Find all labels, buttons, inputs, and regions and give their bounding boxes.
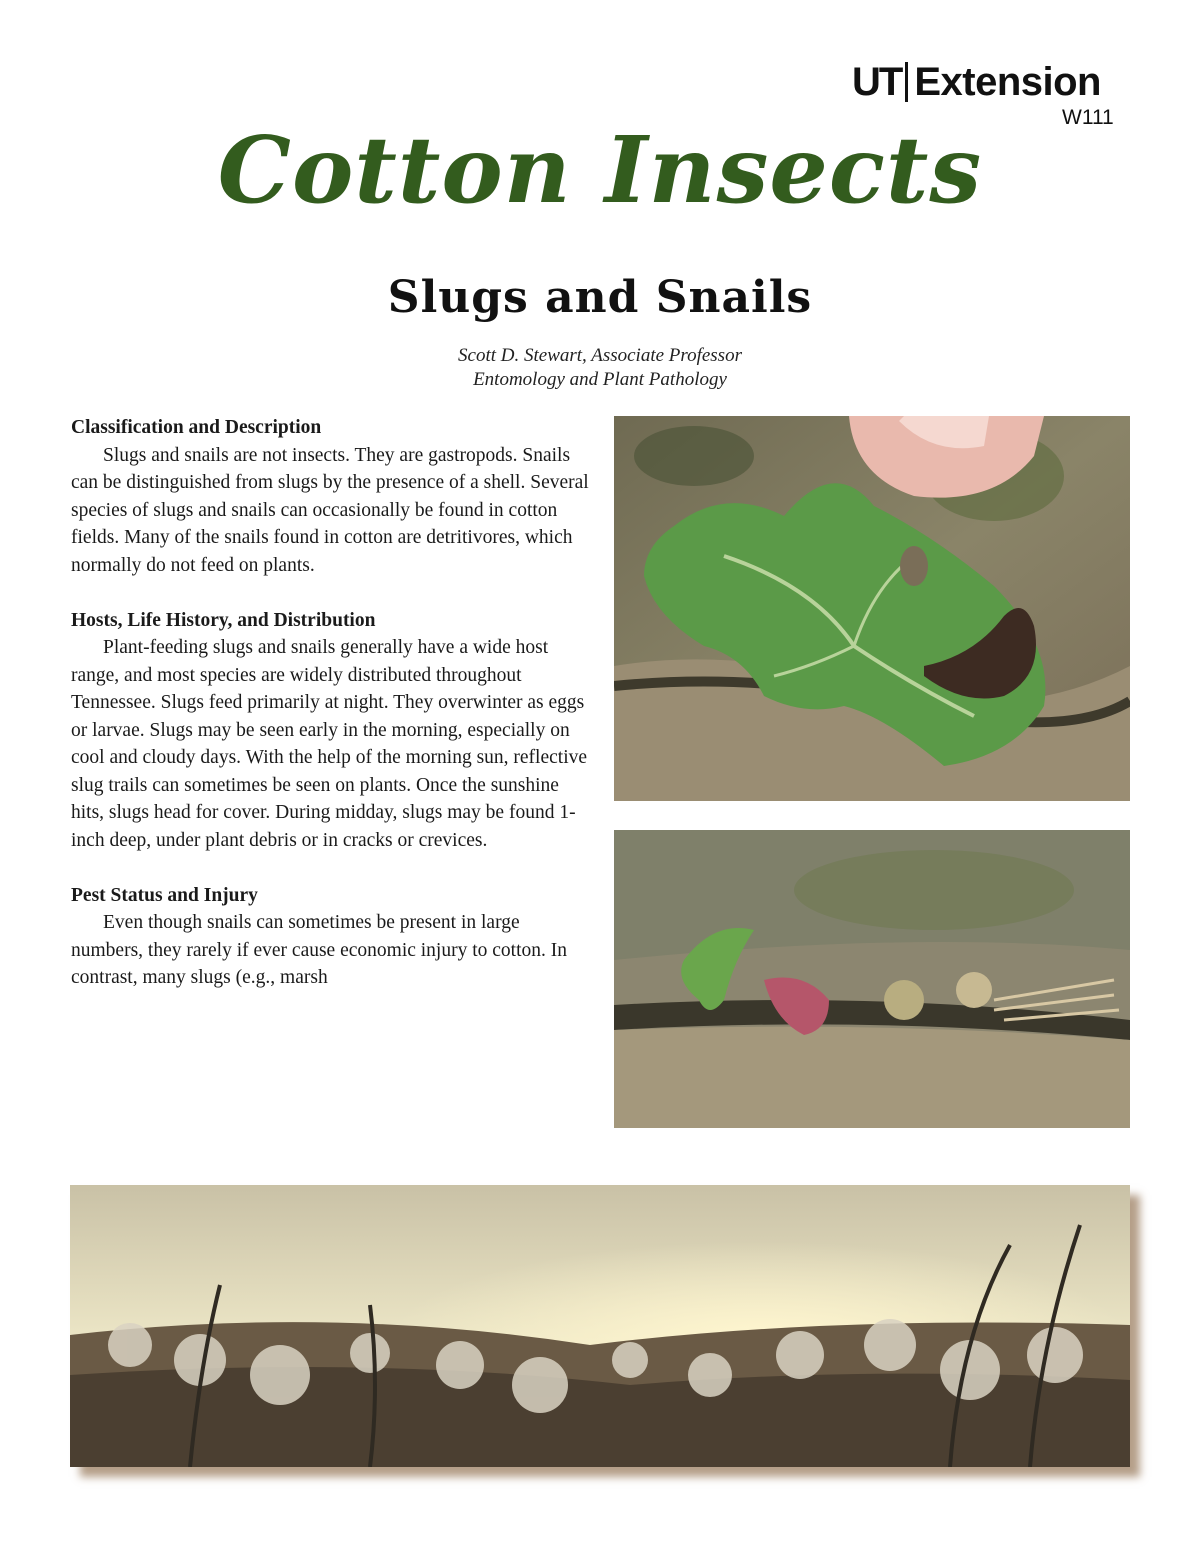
author-department: Entomology and Plant Pathology — [473, 369, 727, 390]
page-title: Slugs and Snails — [387, 272, 813, 323]
author-block — [300, 344, 900, 392]
seedling-damage-photo — [614, 830, 1130, 1128]
section-body: Slugs and snails are not insects. They are gastropods. Snails can be distinguished from slugs by the presence of a shell. Several species of slugs and snails can occasionally be found in cotton fields. Many of the snails found in cotton are detritivores, which normally do not feed on plants. — [71, 444, 589, 576]
section-heading: Classification and Description — [71, 417, 322, 438]
publication-number: W111 — [1062, 106, 1114, 129]
text-column — [71, 414, 591, 1019]
brand-divider — [905, 62, 908, 102]
ut-extension-logo — [852, 60, 1132, 104]
section-heading: Hosts, Life History, and Distribution — [71, 609, 376, 631]
section-body: Plant-feeding slugs and snails generally have a wide host range, and most species are widely distributed throughout Tennessee. Slugs feed primarily at night. They overwinter as eggs or larvae. Slugs may be seen early in the morning, especially on cool and cloudy days. With the help of the morning sun, reflective slug trails can sometimes be seen on plants. Once the sunshine hits, slugs head for cover. During midday, slugs may be found 1-inch deep, under plant debris or in cracks or crevices. — [71, 637, 588, 851]
section-pest-status — [71, 882, 591, 992]
section-classification — [71, 414, 591, 579]
slug-on-leaf-photo — [614, 416, 1130, 801]
brand-extension: Extension — [914, 60, 1101, 104]
section-body: Even though snails can sometimes be present in large numbers, they rarely if ever cause economic injury to cotton. In contrast, many slugs (e.g., marsh — [71, 912, 567, 988]
series-title: Cotton Insects — [217, 116, 983, 224]
brand-ut: UT — [852, 60, 902, 104]
section-heading: Pest Status and Injury — [71, 884, 258, 906]
author-name: Scott D. Stewart, Associate Professor — [458, 345, 742, 366]
cotton-field-banner — [70, 1185, 1130, 1467]
section-hosts — [71, 607, 591, 855]
